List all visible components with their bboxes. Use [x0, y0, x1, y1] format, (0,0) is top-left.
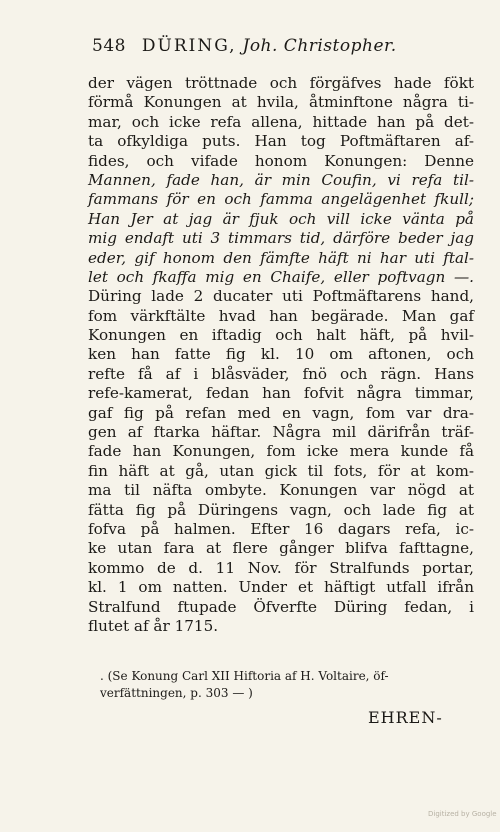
text-line: Han Jer at jag är fjuk och vill icke vänta på	[88, 209, 474, 228]
footnote	[100, 668, 460, 702]
text-line: ma til näfta ombyte. Konungen var nögd at	[88, 481, 474, 500]
text-line: Stralfund ftupade Öfverfte Düring fedan, i	[88, 597, 474, 616]
text-line: refe-kamerat, fedan han fofvit några timmar,	[88, 384, 474, 403]
text-line: fin häft at gå, utan gick til fots, för at kom-	[88, 461, 474, 480]
text-line: gaf fig på refan med en vagn, fom var dra-	[88, 403, 474, 422]
running-header	[92, 36, 472, 58]
text-line: mig endaft uti 3 timmars tid, därföre beder jag	[88, 229, 474, 248]
text-line: kl. 1 om natten. Under et häftigt utfall ifrån	[88, 578, 474, 597]
text-line: let och fkaffa mig en Chaife, eller poftvagn —.	[88, 267, 474, 286]
footnote-line: verfättningen, p. 303 — )	[100, 686, 253, 700]
text-line: förmå Konungen at hvila, åtminftone några ti-	[88, 93, 474, 112]
text-line: fides, och vifade honom Konungen: Denne	[88, 151, 474, 170]
footnote-line: . (Se Konung Carl XII Hiftoria af H. Voltaire, öf-	[100, 669, 389, 683]
text-line: Konungen en iftadig och halt häft, på hvil-	[88, 326, 474, 345]
text-line: Mannen, fade han, är min Coufin, vi refa til-	[88, 170, 474, 189]
text-line: ke utan fara at flere gånger blifva fafttagne,	[88, 539, 474, 558]
text-line: gen af ftarka häftar. Några mil därifrån träf-	[88, 423, 474, 442]
text-line: kommo de d. 11 Nov. för Stralfunds portar,	[88, 558, 474, 577]
text-line: Düring lade 2 ducater uti Poftmäftarens hand,	[88, 287, 474, 306]
header-forename: Joh. Christopher.	[242, 36, 397, 56]
text-line: ta ofkyldiga puts. Han tog Poftmäftaren af-	[88, 132, 474, 151]
catchword: EHREN-	[368, 708, 443, 727]
page-number: 548	[92, 36, 126, 56]
text-line: fom värkftälte hvad han begärade. Man gaf	[88, 306, 474, 325]
text-line: flutet af år 1715.	[88, 616, 219, 635]
text-line: ken han fatte fig kl. 10 om aftonen, och	[88, 345, 474, 364]
text-line: refte få af i blåsväder, fnö och rägn. Hans	[88, 364, 474, 383]
text-line: fätta fig på Düringens vagn, och lade fig at	[88, 500, 474, 519]
text-line: fofva på halmen. Efter 16 dagars refa, ic-	[88, 519, 474, 538]
text-line: eder, gif honom den fämfte häft ni har uti ftal-	[88, 248, 474, 267]
header-surname: DÜRING,	[141, 36, 237, 56]
text-line: fade han Konungen, fom icke mera kunde få	[88, 442, 474, 461]
body-text	[88, 74, 474, 636]
text-line: der vägen tröttnade och förgäfves hade fökt	[88, 74, 474, 92]
text-line: fammans för en och famma angelägenhet fkull;	[88, 190, 474, 209]
digitization-watermark: Digitized by Google	[428, 810, 497, 818]
text-line: mar, och icke refa allena, hittade han på det-	[88, 112, 474, 131]
